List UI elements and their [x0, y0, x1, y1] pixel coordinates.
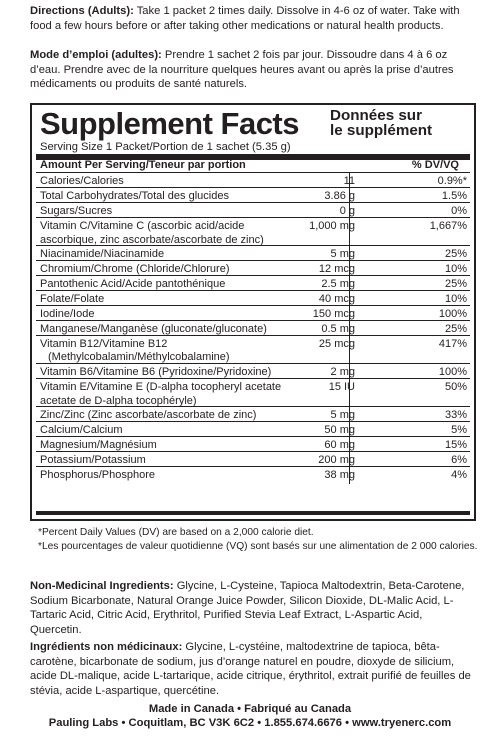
nutrient-dv: 100%: [438, 366, 467, 378]
nutrient-dv: 10%: [444, 293, 467, 305]
nutrient-row: [36, 173, 470, 188]
nutrient-amount: 150 mcg: [312, 308, 355, 320]
nutrient-row: [36, 407, 470, 422]
nutrient-name: Vitamin B6/Vitamine B6 (Pyridoxine/Pyridoxine): [40, 366, 272, 378]
nutrient-name: Potassium/Potassium: [40, 454, 146, 466]
nutrient-name: Manganese/Manganèse (gluconate/gluconate): [40, 323, 267, 335]
nutrient-amount: 1,000 mg: [309, 220, 355, 232]
nutrient-row: [36, 218, 470, 246]
nutrient-row: [36, 246, 470, 261]
dv-column-divider: [349, 422, 350, 436]
dv-column-divider: [349, 291, 350, 305]
nutrient-amount: 50 mg: [324, 424, 355, 436]
dv-column-divider: [349, 379, 350, 406]
nutrient-dv: 4%: [451, 469, 467, 481]
footnote-en: *Percent Daily Values (DV) are based on a 2,000 calorie diet.: [38, 527, 314, 538]
dv-column-divider: [349, 321, 350, 335]
serving-size: Serving Size 1 Packet/Portion de 1 sachet (5.35 g): [40, 141, 291, 153]
nutrient-amount: 0.5 mg: [321, 323, 355, 335]
nutrient-row: [36, 437, 470, 452]
nutrient-row: [36, 261, 470, 276]
dv-column-divider: [349, 173, 350, 187]
dv-column-divider: [349, 246, 350, 260]
nutrient-row: [36, 379, 470, 407]
ingredients-label: Non-Medicinal Ingredients:: [30, 580, 174, 592]
dv-column-divider: [349, 364, 350, 378]
nutrient-dv: 0.9%*: [437, 175, 467, 187]
nutrient-name: Total Carbohydrates/Total des glucides: [40, 190, 229, 202]
nutrient-dv: 6%: [451, 454, 467, 466]
nutrient-name: Vitamin C/Vitamine C (ascorbic acid/acide ascorbique, zinc ascorbate/ascorbate de zinc): [40, 220, 264, 246]
dv-column-divider: [349, 261, 350, 275]
nutrient-row: [36, 291, 470, 306]
nutrient-amount: 60 mg: [324, 439, 355, 451]
non-medicinal-ingredients: [30, 579, 476, 637]
nutrient-amount: 40 mcg: [318, 293, 355, 305]
dv-column-divider: [349, 218, 350, 245]
nutrient-dv: 0%: [451, 205, 467, 217]
nutrient-name: Sugars/Sucres: [40, 205, 113, 217]
nutrient-amount: 25 mcg: [318, 338, 355, 350]
nutrient-dv: 25%: [444, 278, 467, 290]
nutrient-name: Calcium/Calcium: [40, 424, 123, 436]
nutrient-name: Calories/Calories: [40, 175, 124, 187]
dv-column-divider: [349, 306, 350, 320]
nutrient-name: Iodine/Iode: [40, 308, 95, 320]
nutrient-row: [36, 452, 470, 467]
nutrient-row: [36, 188, 470, 203]
nutrient-row: [36, 276, 470, 291]
nutrient-amount: 2.5 mg: [321, 278, 355, 290]
dv-column-divider: [349, 452, 350, 466]
nutrient-name: Vitamin B12/Vitamine B12: [40, 338, 168, 350]
ingredients-non-medicinaux: [30, 640, 476, 698]
nutrient-row: [36, 364, 470, 379]
facts-title-fr-line1: Données sur: [330, 107, 422, 124]
dv-column-divider: [349, 407, 350, 421]
nutrient-dv: 25%: [444, 248, 467, 260]
nutrient-amount: 2 mg: [330, 366, 355, 378]
facts-title: Supplement Facts: [40, 106, 299, 141]
facts-title-fr: [330, 108, 432, 138]
nutrient-dv: 50%: [444, 381, 467, 393]
dv-column-divider: [349, 188, 350, 202]
company-info: Pauling Labs • Coquitlam, BC V3K 6C2 • 1.855.674.6676 • www.tryenerc.com: [48, 717, 452, 729]
nutrient-name: Folate/Folate: [40, 293, 105, 305]
facts-title-fr-line2: le supplément: [330, 122, 433, 139]
directions-label: Directions (Adults):: [30, 5, 134, 17]
dv-column-divider: [349, 336, 350, 363]
nutrient-name: Zinc/Zinc (Zinc ascorbate/ascorbate de zinc): [40, 409, 257, 421]
bottom-divider: [36, 511, 470, 515]
nutrient-name: Chromium/Chrome (Chloride/Chlorure): [40, 263, 230, 275]
nutrient-dv: 5%: [451, 424, 467, 436]
table-header: [40, 158, 466, 172]
nutrient-amount: 5 mg: [330, 409, 355, 421]
dv-column-divider: [349, 467, 350, 484]
nutrient-name: Niacinamide/Niacinamide: [40, 248, 165, 260]
nutrient-row: [36, 203, 470, 218]
nutrient-amount: 11: [343, 175, 355, 187]
ingredients-fr-label: Ingrédients non médicinaux:: [30, 641, 183, 653]
dv-header: % DV/VQ: [411, 159, 459, 171]
nutrient-dv: 10%: [444, 263, 467, 275]
nutrient-subname: (Methylcobalamin/Méthylcobalamine): [48, 351, 230, 363]
mode-emploi-label: Mode d’emploi (adultes):: [30, 49, 162, 61]
supplement-facts-panel: [30, 103, 476, 521]
nutrient-dv: 100%: [438, 308, 467, 320]
mode-emploi-text: Prendre 1 sachet 2 fois par jour. Dissoudre dans 4 à 6 oz d’eau. Prendre avec de la nourriture quelques heures avant ou après la prise d’autres médicaments ou produits de santé naturels.: [30, 49, 454, 91]
nutrient-dv: 417%: [438, 338, 467, 350]
nutrient-dv: 25%: [444, 323, 467, 335]
nutrient-name: Pantothenic Acid/Acide pantothénique: [40, 278, 226, 290]
nutrient-name: Vitamin E/Vitamine E (D-alpha tocopheryl acetate acetate de D-alpha tocophéryle): [40, 381, 282, 407]
made-in-canada: Made in Canada • Fabriqué au Canada: [148, 703, 352, 715]
nutrient-amount: 5 mg: [330, 248, 355, 260]
dv-column-divider: [349, 276, 350, 290]
nutrient-dv: 33%: [444, 409, 467, 421]
nutrient-row: [36, 321, 470, 336]
nutrient-row: [36, 467, 470, 484]
nutrient-amount: 3.86 g: [324, 190, 355, 202]
directions-adults: [30, 4, 476, 33]
dv-column-divider: [349, 437, 350, 451]
nutrient-amount: 15 IU: [328, 381, 355, 393]
mode-emploi: [30, 48, 476, 92]
nutrient-dv: 15%: [444, 439, 467, 451]
amount-per-serving-label: Amount Per Serving/Teneur par portion: [40, 159, 246, 171]
nutrient-name: Phosphorus/Phosphore: [40, 469, 155, 481]
nutrient-amount: 38 mg: [324, 469, 355, 481]
ingredients-text: Glycine, L-Cysteine, Tapioca Maltodextrin, Beta-Carotene, Sodium Bicarbonate, Natural Orange Juice Powder, Silicon Dioxide, DL-Malic Acid, L-Tartaric Acid, Citric Acid, Erythritol, Purified Stevia Leaf Extract, L-Aspartic Acid, Quercetin.: [30, 580, 465, 636]
nutrient-amount: 0 g: [339, 205, 355, 217]
ingredients-fr-text: Glycine, L-cystéine, maltodextrine de tapioca, bêta-carotène, bicarbonate de sodium, jus d’orange naturel en poudre, dioxyde de silicium, acide DL-malique, acide L-tartarique, acide citrique, érythritol, extrait purifié de feuilles de stévia, acide L-aspartique, quercétine.: [30, 641, 471, 697]
nutrient-dv: 1.5%: [441, 190, 467, 202]
nutrient-row: [36, 306, 470, 321]
nutrient-row: [36, 336, 470, 364]
nutrient-amount: 12 mcg: [318, 263, 355, 275]
nutrient-row: [36, 422, 470, 437]
nutrient-name: Magnesium/Magnésium: [40, 439, 157, 451]
footnote-fr: *Les pourcentages de valeur quotidienne (VQ) sont basés sur une alimentation de 2 000 calories.: [38, 541, 478, 552]
dv-column-divider: [349, 203, 350, 217]
nutrient-dv: 1,667%: [429, 220, 467, 232]
directions-text: Take 1 packet 2 times daily. Dissolve in 4-6 oz of water. Take with food a few hours before or after taking other medications or natural health products.: [30, 5, 460, 32]
nutrient-amount: 200 mg: [318, 454, 355, 466]
